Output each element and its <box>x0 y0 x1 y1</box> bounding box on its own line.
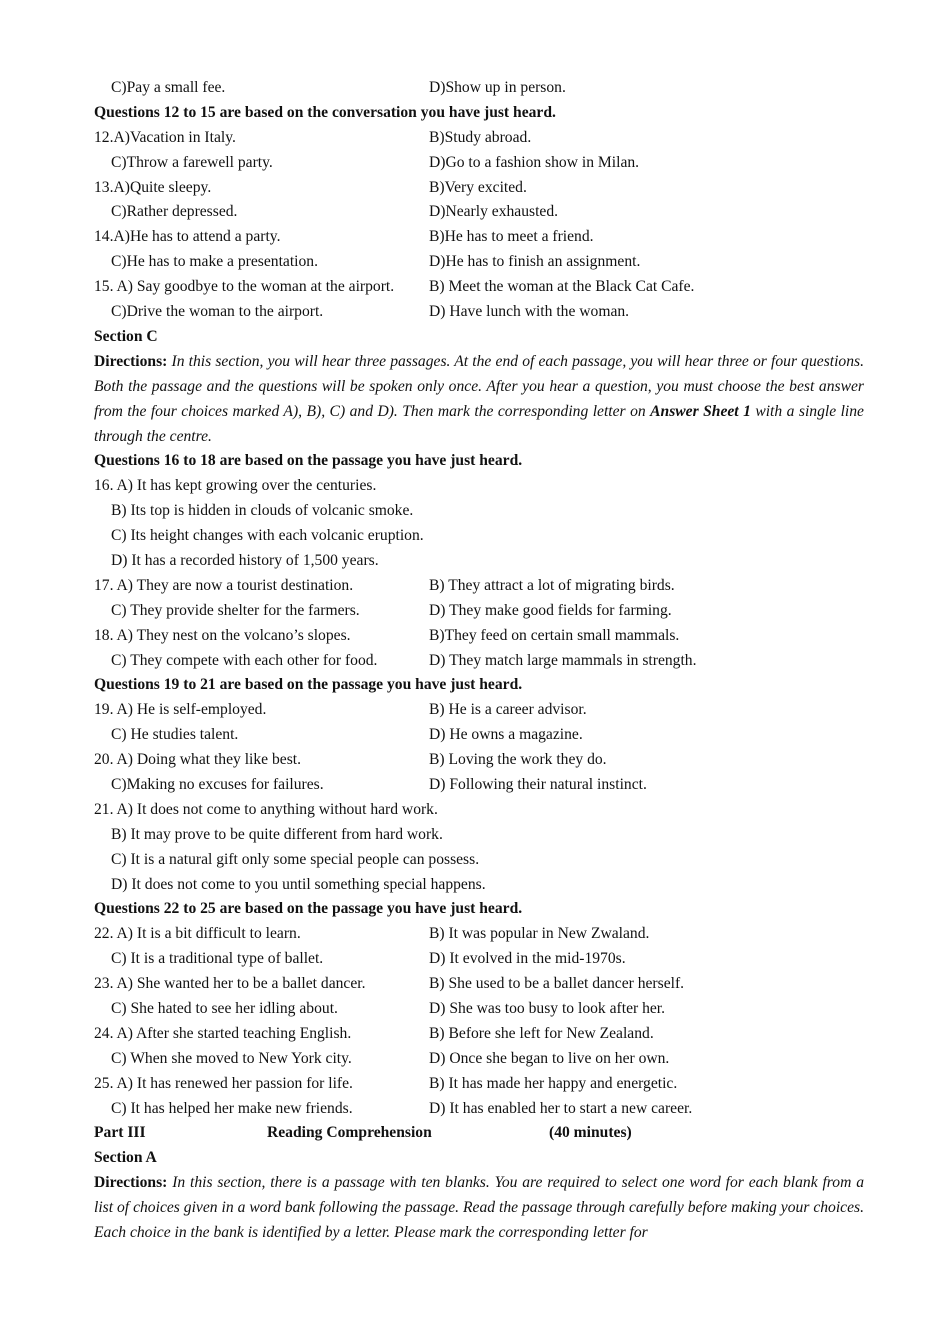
q14-ab-row <box>94 225 864 250</box>
option-c: C)Making no excuses for failures. <box>111 776 324 793</box>
q17-cd-row <box>94 599 864 624</box>
directions-label: Directions: <box>94 1174 168 1192</box>
q13-ab-row <box>94 176 864 201</box>
question-21 <box>94 798 864 898</box>
option-a: 21. A) It does not come to anything without hard work. <box>94 800 438 818</box>
q13-cd-row <box>94 200 864 225</box>
q11-option-d: D)Show up in person. <box>429 79 566 96</box>
option-b: B)They feed on certain small mammals. <box>429 626 680 644</box>
q15-ab-row <box>94 275 864 300</box>
option-d: D) It evolved in the mid-1970s. <box>429 950 626 968</box>
q22-ab-row <box>94 922 864 947</box>
q25-cd-row <box>94 1097 864 1122</box>
q22-cd-row <box>94 947 864 972</box>
option-a: 16. A) It has kept growing over the centuries. <box>94 477 377 495</box>
option-c: C)Drive the woman to the airport. <box>111 303 324 321</box>
questions-16-18-heading: Questions 16 to 18 are based on the passage you have just heard. <box>94 452 523 470</box>
option-c: C) She hated to see her idling about. <box>111 1000 338 1018</box>
option-c: C) When she moved to New York city. <box>111 1049 352 1067</box>
q20-ab-row <box>94 748 864 773</box>
option-d: D) It has enabled her to start a new career. <box>429 1099 693 1117</box>
option-b: B) It has made her happy and energetic. <box>429 1074 678 1092</box>
option-a: 19. A) He is self-employed. <box>94 701 267 719</box>
q19-cd-row <box>94 723 864 748</box>
option-d: D)Go to a fashion show in Milan. <box>429 153 640 171</box>
option-b: B) She used to be a ballet dancer herself. <box>429 975 685 993</box>
questions-22-25-heading: Questions 22 to 25 are based on the passage you have just heard. <box>94 900 523 918</box>
option-d: D)Nearly exhausted. <box>429 203 559 221</box>
option-b: B) It may prove to be quite different from hard work. <box>111 825 443 843</box>
option-b: B) Its top is hidden in clouds of volcanic smoke. <box>111 502 414 520</box>
option-a: 14.A)He has to attend a party. <box>94 228 281 246</box>
directions-text: In this section, you will hear three passages. At the end of each passage, you will hear three or four questions. Both the passage and the questions will be spoken only once. After you hear a question, you must choose the best answer from the four choices marked A), B), C) and D). Then mark the corresponding letter on <box>94 352 864 420</box>
option-b: B)He has to meet a friend. <box>429 228 594 246</box>
option-d: D) He owns a magazine. <box>429 726 583 744</box>
option-b: B) He is a career advisor. <box>429 701 587 719</box>
option-b: B) Loving the work they do. <box>429 751 607 769</box>
exam-page <box>94 76 864 1246</box>
q15-cd-row <box>94 300 864 325</box>
q25-ab-row <box>94 1072 864 1097</box>
option-c: C)He has to make a presentation. <box>111 253 318 271</box>
question-16 <box>94 474 864 574</box>
option-c: C) It has helped her make new friends. <box>111 1099 353 1117</box>
section-a-directions <box>94 1171 864 1246</box>
option-c: C) He studies talent. <box>111 726 239 744</box>
questions-12-15-heading: Questions 12 to 15 are based on the conversation you have just heard. <box>94 103 556 121</box>
option-b: B) Meet the woman at the Black Cat Cafe. <box>429 278 695 296</box>
questions-22-25 <box>94 922 864 1121</box>
option-d: D) It has a recorded history of 1,500 years. <box>111 551 379 569</box>
q17-ab-row <box>94 574 864 599</box>
option-c: C) They provide shelter for the farmers. <box>111 601 360 619</box>
q23-ab-row <box>94 972 864 997</box>
directions-text: In this section, there is a passage with ten blanks. You are required to select one word for each blank from a list of choices given in a word bank following the passage. Read the passage through carefully before making your choices. Each choice in the bank is identified by a letter. Please mark the corresponding letter for <box>94 1174 864 1242</box>
option-b: B) It was popular in New Zwaland. <box>429 925 650 943</box>
questions-19-21-heading: Questions 19 to 21 are based on the passage you have just heard. <box>94 676 523 694</box>
option-d: D) They make good fields for farming. <box>429 601 672 619</box>
q20-cd-row <box>94 773 864 798</box>
option-a: 17. A) They are now a tourist destination. <box>94 576 354 594</box>
option-d: D) Have lunch with the woman. <box>429 303 630 321</box>
q14-cd-row <box>94 250 864 275</box>
option-d: D) It does not come to you until something special happens. <box>111 875 486 893</box>
option-a: 18. A) They nest on the volcano’s slopes. <box>94 626 351 644</box>
questions-19-20 <box>94 698 864 798</box>
q11-option-c: C)Pay a small fee. <box>111 79 226 96</box>
part-iii-heading <box>94 1121 864 1146</box>
option-a: 20. A) Doing what they like best. <box>94 751 302 769</box>
q23-cd-row <box>94 997 864 1022</box>
option-a: 24. A) After she started teaching English. <box>94 1024 352 1042</box>
option-d: D) Following their natural instinct. <box>429 776 647 793</box>
option-d: D) She was too busy to look after her. <box>429 1000 666 1018</box>
option-a: 15. A) Say goodbye to the woman at the airport. <box>94 278 395 296</box>
part-time: (40 minutes) <box>549 1124 632 1142</box>
part-label: Part III <box>94 1124 146 1142</box>
option-a: 22. A) It is a bit difficult to learn. <box>94 925 301 943</box>
option-d: D) Once she began to live on her own. <box>429 1049 670 1067</box>
section-c-directions <box>94 350 864 450</box>
option-c: C)Rather depressed. <box>111 203 238 221</box>
option-c: C)Throw a farewell party. <box>111 153 273 171</box>
option-b: B)Study abroad. <box>429 128 532 146</box>
directions-text-end: with a single line through the centre. <box>94 402 864 445</box>
q12-cd-row <box>94 151 864 176</box>
questions-12-15 <box>94 126 864 325</box>
q18-cd-row <box>94 649 864 674</box>
q18-ab-row <box>94 624 864 649</box>
q11-cd-row <box>94 76 864 101</box>
part-title: Reading Comprehension <box>267 1124 432 1142</box>
section-c-title: Section C <box>94 327 158 345</box>
option-c: C) It is a traditional type of ballet. <box>111 950 324 968</box>
directions-label: Directions: <box>94 352 168 370</box>
option-d: D)He has to finish an assignment. <box>429 253 641 271</box>
option-c: C) They compete with each other for food. <box>111 651 378 669</box>
option-d: D) They match large mammals in strength. <box>429 651 697 669</box>
option-c: C) Its height changes with each volcanic eruption. <box>111 527 424 545</box>
option-a: 23. A) She wanted her to be a ballet dancer. <box>94 975 366 993</box>
option-c: C) It is a natural gift only some special people can possess. <box>111 850 480 868</box>
q24-cd-row <box>94 1047 864 1072</box>
option-a: 25. A) It has renewed her passion for life. <box>94 1074 353 1092</box>
option-a: 13.A)Quite sleepy. <box>94 178 212 196</box>
section-a-title: Section A <box>94 1149 157 1167</box>
option-b: B) Before she left for New Zealand. <box>429 1024 654 1042</box>
questions-17-18 <box>94 574 864 674</box>
option-a: 12.A)Vacation in Italy. <box>94 128 236 146</box>
q24-ab-row <box>94 1022 864 1047</box>
q19-ab-row <box>94 698 864 723</box>
option-b: B) They attract a lot of migrating birds. <box>429 576 675 594</box>
option-b: B)Very excited. <box>429 178 527 196</box>
answer-sheet-label: Answer Sheet 1 <box>650 402 751 420</box>
q12-ab-row <box>94 126 864 151</box>
